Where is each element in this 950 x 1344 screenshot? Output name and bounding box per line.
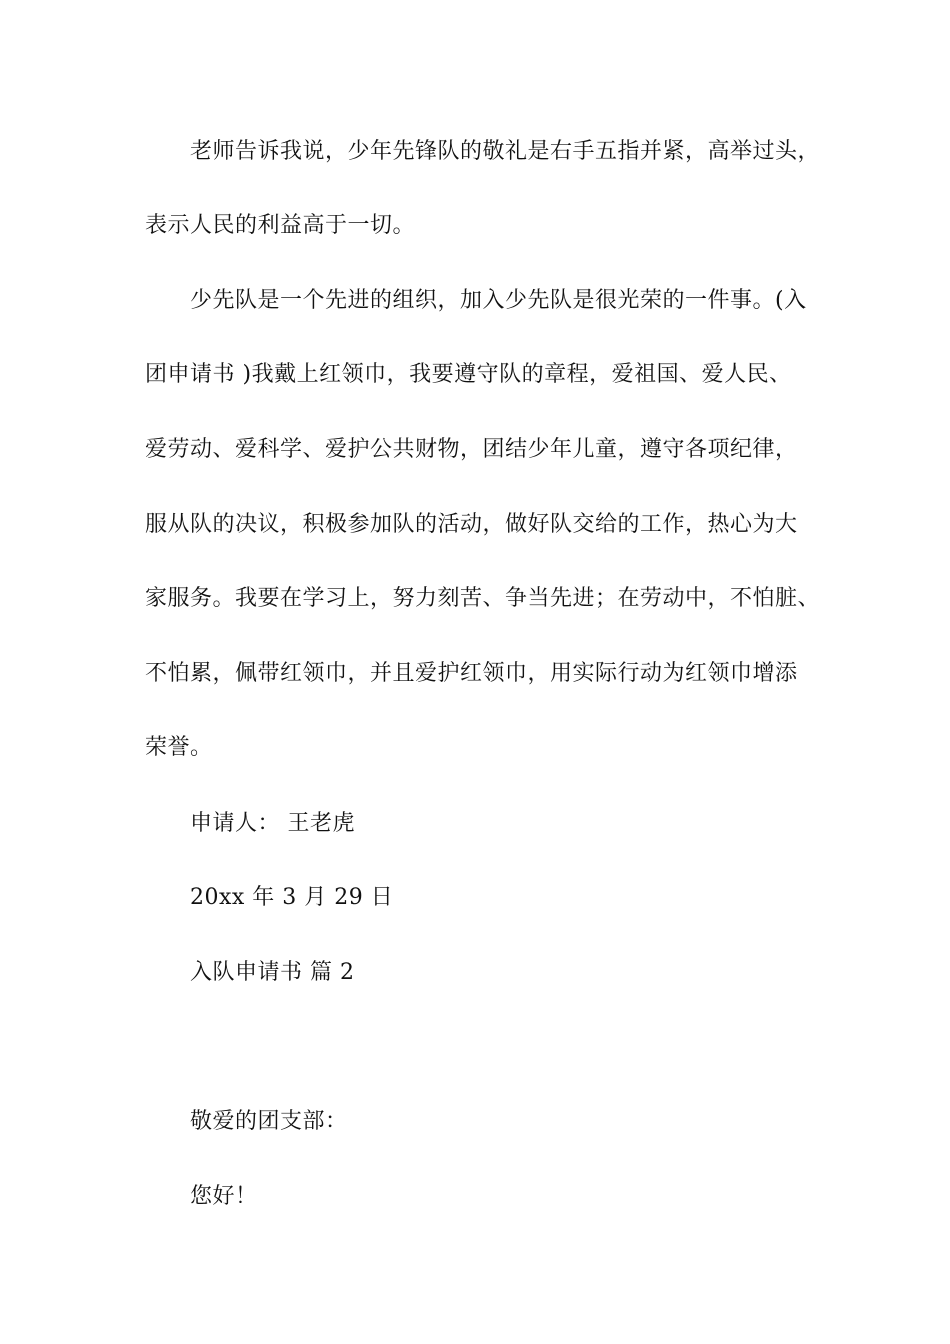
paragraph-line: 表示人民的利益高于一切。 <box>145 213 416 238</box>
greeting: 您好！ <box>190 1184 258 1209</box>
paragraph-line: 团申请书 )我戴上红领巾，我要遵守队的章程，爱祖国、爱人民、 <box>145 362 792 387</box>
paragraph-line: 不怕累，佩带红领巾，并且爱护红领巾，用实际行动为红领巾增添 <box>145 661 798 686</box>
paragraph-line: 老师告诉我说，少年先锋队的敬礼是右手五指并紧，高举过头， <box>190 139 821 164</box>
paragraph-line: 家服务。我要在学习上，努力刻苦、争当先进；在劳动中，不怕脏、 <box>145 586 821 611</box>
date-line: 20xx 年 3 月 29 日 <box>190 885 394 910</box>
applicant-line: 申请人： 王老虎 <box>190 811 355 836</box>
section-title: 入队申请书 篇 2 <box>190 960 355 985</box>
paragraph-line: 荣誉。 <box>145 735 213 760</box>
paragraph-line: 少先队是一个先进的组织，加入少先队是很光荣的一件事。(入 <box>190 288 807 313</box>
salutation: 敬爱的团支部： <box>190 1109 348 1134</box>
paragraph-line: 爱劳动、爱科学、爱护公共财物，团结少年儿童，遵守各项纪律， <box>145 437 798 462</box>
paragraph-line: 服从队的决议，积极参加队的活动，做好队交给的工作，热心为大 <box>145 512 798 537</box>
